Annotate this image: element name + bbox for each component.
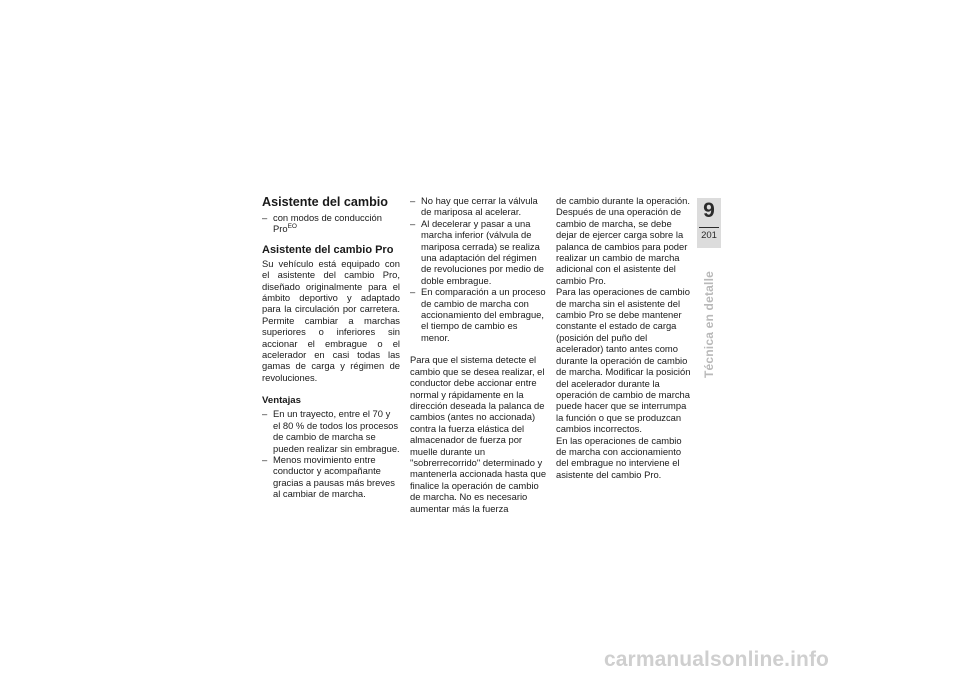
advantages-list-continued	[410, 195, 548, 343]
page-number: 201	[701, 230, 717, 241]
column-3	[556, 195, 694, 480]
list-item: – Menos movimiento entre conductor y acompañante gracias a pausas más breves al cambiar de marcha.	[262, 454, 400, 500]
subsection-title: Asistente del cambio Pro	[262, 243, 394, 256]
list-item: – En comparación a un proceso de cambio de marcha con accionamiento del embrague, el tiempo de cambio es menor.	[410, 286, 548, 343]
chapter-number: 9	[703, 199, 715, 222]
advantages-heading: Ventajas	[262, 395, 301, 407]
list-item	[262, 212, 400, 235]
list-item-text: con modos de conducción Pro	[273, 212, 382, 235]
column-2	[410, 195, 548, 514]
section-title: Asistente del cambio	[262, 195, 388, 209]
equipment-code: EO	[287, 223, 297, 231]
watermark: carmanualsonline.info	[604, 648, 829, 671]
list-item: – En un trayecto, entre el 70 y el 80 % de todos los procesos de cambio de marcha se pueden realizar sin embrague.	[262, 408, 400, 454]
chapter-divider	[699, 227, 719, 228]
chapter-tab	[697, 198, 721, 248]
body-paragraph: En las operaciones de cambio de marcha con accionamiento del embrague no interviene el asistente del cambio Pro.	[556, 434, 682, 480]
list-item: – Al decelerar y pasar a una marcha inferior (válvula de mariposa cerrada) se realiza una adaptación del régimen de revoluciones por medio de doble embrague.	[410, 218, 548, 286]
list-item: – No hay que cerrar la válvula de mariposa al acelerar.	[410, 195, 548, 218]
intro-list	[262, 212, 400, 235]
advantages-list	[262, 408, 400, 499]
body-paragraph: Para las operaciones de cambio de marcha sin el asistente del cambio Pro se debe mantener constante el estado de carga (posición del puño del acelerador) tanto antes como durante la operación de cambio de marcha. Modificar la posición del acelerador durante la operación de cambio de marcha puede hacer que se interrumpa la función o que se produzcan cambios incorrectos.	[556, 286, 691, 435]
chapter-title: Técnica en detalle	[702, 271, 716, 378]
body-paragraph: de cambio durante la operación. Después de una operación de cambio de marcha, se debe dejar de ejercer carga sobre la palanca de cambios para poder realizar un cambio de marcha adicional con el asistente del cambio Pro.	[556, 195, 690, 286]
body-paragraph: Su vehículo está equipado con el asistente del cambio Pro, diseñado originalmente para el ámbito deportivo y adaptado para la circulación por carretera. Permite cambiar a marchas superiores o inferiores sin accionar el embrague o el acelerador en casi todas las gamas de carga y régimen de revoluciones.	[262, 257, 400, 383]
column-1	[262, 195, 400, 500]
body-paragraph: Para que el sistema detecte el cambio que se desea realizar, el conductor debe accionar entre normal y rápidamente en la dirección deseada la palanca de cambios (antes no accionada) contra la fuerza elástica del almacenador de fuerza por muelle durante un "sobrerrecorrido" determinado y mantenerla accionada hasta que finalice la operación de cambio de marcha. No es necesario aumentar más la fuerza	[410, 354, 547, 514]
